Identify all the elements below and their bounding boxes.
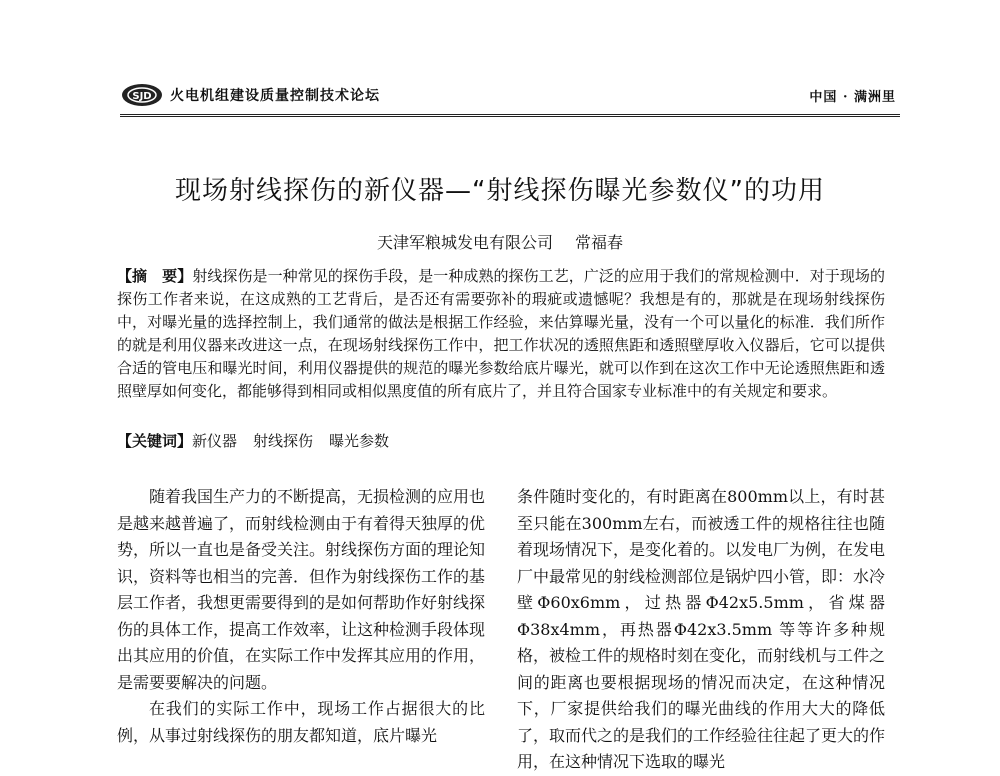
keyword: 曝光参数 — [329, 432, 390, 450]
abstract-label: 【摘 要】 — [117, 267, 193, 285]
body-paragraph: 在我们的实际工作中，现场工作占据很大的比例，从事过射线探伤的朋友都知道，底片曝光 — [117, 699, 485, 745]
journal-header — [120, 80, 900, 117]
keywords-label: 【关键词】 — [117, 432, 193, 450]
body-column-left — [117, 484, 485, 749]
journal-logo-icon — [120, 82, 164, 108]
abstract — [117, 265, 885, 403]
conference-location: 中国 · 满洲里 — [809, 90, 896, 105]
author-line — [0, 230, 1000, 253]
article-title: 现场射线探伤的新仪器—“射线探伤曝光参数仪”的功用 — [175, 176, 825, 206]
keywords — [117, 430, 885, 453]
affiliation: 天津军粮城发电有限公司 — [376, 233, 553, 252]
body-column-right — [517, 484, 885, 776]
keyword: 新仪器 — [192, 432, 238, 450]
body-paragraph: 随着我国生产力的不断提高，无损检测的应用也是越来越普遍了，而射线检测由于有着得天独厚的优势，所以一直也是备受关注。射线探伤方面的理论知识，资料等也相当的完善．但作为射线探伤工作的基层工作者，我想更需要得到的是如何帮助作好射线探伤的具体工作，提高工作效率，让这种检测手段体现出其应用的价值，在实际工作中发挥其应用的作用，是需要要解决的问题。 — [117, 487, 486, 692]
body-paragraph: 条件随时变化的，有时距离在800mm以上，有时甚至只能在300mm左右，而被透工件的规格往往也随着现场情况下，是变化着的。以发电厂为例，在发电厂中最常见的射线检测部位是锅炉四小管，即：水冷壁Φ60x6mm，过热器Φ42x5.5mm，省煤器Φ38x4mm，再热器Φ42x3.5mm 等等许多种规格，被检工件的规格时刻在变化，而射线机与工件之间的距离也要根据现场的情况而决定，在这种情况下，厂家提供给我们的曝光曲线的作用大大的降低了，取而代之的是我们的工作经验往往起了更大的作用，在这种情况下选取的曝光 — [517, 487, 886, 771]
author-name: 常福春 — [575, 233, 624, 252]
abstract-text: 射线探伤是一种常见的探伤手段，是一种成熟的探伤工艺，广泛的应用于我们的常规检测中．对于现场的探伤工作者来说，在这成熟的工艺背后，是否还有需要弥补的瑕疵或遗憾呢？我想是有的，那就是在现场射线探伤中，对曝光量的选择控制上，我们通常的做法是根据工作经验，来估算曝光量，没有一个可以量化的标准．我们所作的就是利用仪器来改进这一点，在现场射线探伤工作中，把工作状况的透照焦距和透照壁厚收入仪器后，它可以提供合适的管电压和曝光时间，利用仪器提供的规范的曝光参数给底片曝光，就可以作到在这次工作中无论透照焦距和透照壁厚如何变化，都能够得到相同或相似黑度值的所有底片了，并且符合国家专业标准中的有关规定和要求。 — [117, 267, 885, 400]
logo-text: SJD — [132, 91, 152, 102]
journal-title: 火电机组建设质量控制技术论坛 — [170, 88, 380, 104]
keyword: 射线探伤 — [253, 432, 314, 450]
